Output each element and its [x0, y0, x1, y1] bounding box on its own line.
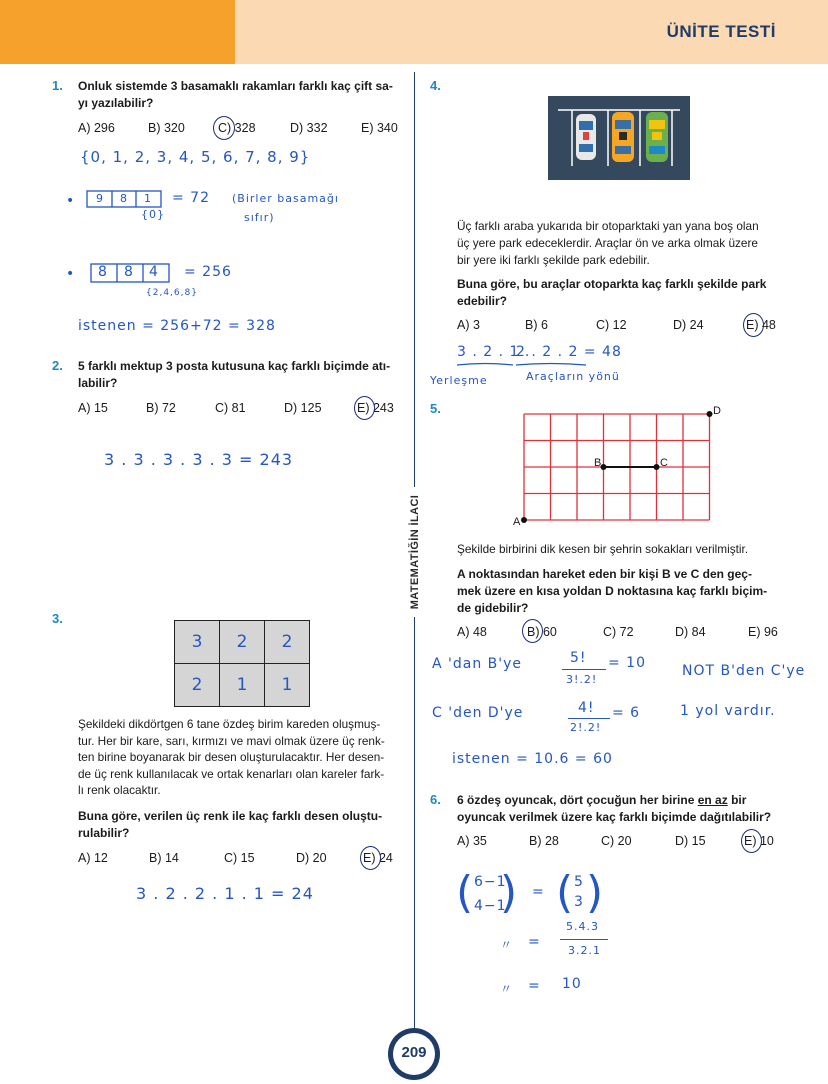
q4-hw-label2: Araçların yönü — [526, 370, 620, 383]
q5-number: 5. — [430, 401, 441, 416]
q3-question — [78, 808, 413, 842]
q4-option-e[interactable]: E) 48 — [746, 318, 776, 332]
q1-options — [78, 121, 408, 139]
q6-number: 6. — [430, 792, 441, 807]
q5-option-c[interactable]: C) 72 — [603, 625, 634, 639]
q6-hw-binom2-top: 5 — [574, 874, 584, 890]
q5-hw-line2-den: 2!.2! — [570, 721, 602, 734]
q3-cell: 1 — [220, 664, 265, 707]
q2-option-e[interactable]: E) 243 — [357, 401, 394, 415]
q5-hw-line2-label: C 'den D'ye — [432, 705, 524, 721]
page-number-inner — [393, 1033, 435, 1075]
q4-parking-illustration — [548, 96, 690, 180]
q6-hw-frac-den: 3.2.1 — [568, 944, 601, 957]
q1-number: 1. — [52, 78, 63, 93]
q3-answer-circle — [360, 846, 381, 870]
q3-text-line: ten birine boyanarak bir desen oluşturulacaktır. Her desen- — [78, 750, 385, 764]
q6-question-line1 — [457, 792, 797, 809]
q3-cell: 1 — [265, 664, 310, 707]
q5-answer-circle — [522, 619, 543, 643]
q5-hw-note2: 1 yol vardır. — [680, 703, 776, 719]
q2-option-c[interactable]: C) 81 — [215, 401, 246, 415]
q5-option-b[interactable]: B) 60 — [527, 625, 557, 639]
q2-answer-circle — [354, 396, 375, 420]
q4-option-a[interactable]: A) 3 — [457, 318, 480, 332]
q3-hw-calc: 3 . 2 . 2 . 1 . 1 = 24 — [136, 884, 314, 903]
q1-hw-case1-sub: {0} — [141, 208, 165, 221]
q2-text-line1: 5 farklı mektup 3 posta kutusuna kaç farklı biçimde atı- — [78, 359, 391, 373]
q4-question-line2: edebilir? — [457, 294, 508, 308]
q3-text-line: tur. Her bir kare, sarı, kırmızı ve mavi olmak üzere üç renk- — [78, 733, 385, 748]
q6-hw-paren-left1: ( — [456, 867, 474, 918]
q5-options — [457, 625, 787, 643]
q1-hw-case2-sub: {2,4,6,8} — [146, 288, 198, 298]
q3-number: 3. — [52, 611, 63, 626]
q5-label-d: D — [713, 405, 721, 417]
q6-hw-eq3: = — [528, 978, 541, 994]
q5-question-line: de gidebilir? — [457, 601, 529, 615]
page-title: ÜNİTE TESTİ — [666, 22, 776, 41]
q6-question — [457, 792, 797, 826]
q4-text-line: üç yere park edeceklerdir. Araçlar ön ve arka olmak üzere — [457, 236, 758, 250]
q1-hw-e1: 8 — [98, 264, 108, 280]
q6-hw-eq2: = — [528, 934, 541, 950]
q6-hw-binom2-bot: 3 — [574, 894, 584, 910]
q3-option-b[interactable]: B) 14 — [149, 851, 179, 865]
q2-option-b[interactable]: B) 72 — [146, 401, 176, 415]
q5-option-d[interactable]: D) 84 — [675, 625, 706, 639]
q5-hw-line2-res: = 6 — [612, 705, 641, 721]
q4-text-line: Üç farklı araba yukarıda bir otoparktaki yan yana boş olan — [457, 219, 759, 233]
q4-hw-label1: Yerleşme — [430, 374, 488, 387]
q6-option-c[interactable]: C) 20 — [601, 834, 632, 848]
q3-cell: 2 — [220, 621, 265, 664]
q2-option-a[interactable]: A) 15 — [78, 401, 108, 415]
q1-hw-case1-note2: sıfır) — [244, 211, 275, 224]
q6-question-underline: en az — [697, 793, 728, 807]
q3-option-c[interactable]: C) 15 — [224, 851, 255, 865]
q6-hw-binom1-bot: 4−1 — [474, 898, 507, 914]
page-number: 209 — [401, 1044, 427, 1061]
q1-hw-case2-result: = 256 — [184, 264, 232, 280]
q1-text-line2: yı yazılabilir? — [78, 96, 154, 110]
q4-answer-circle — [743, 313, 764, 337]
q1-option-e[interactable]: E) 340 — [361, 121, 398, 135]
q3-text-line: lı renk olacaktır. — [78, 783, 161, 797]
q5-question — [457, 566, 787, 617]
q3-text — [78, 716, 413, 799]
q1-option-b[interactable]: B) 320 — [148, 121, 185, 135]
q6-hw-binom1-top: 6−1 — [474, 874, 507, 890]
q1-hw-d1: 9 — [96, 192, 104, 205]
q1-hw-total: istenen = 256+72 = 328 — [78, 318, 276, 334]
q5-label-b: B — [594, 457, 602, 469]
q1-hw-d3: 1 — [144, 192, 152, 205]
q3-options — [78, 851, 408, 869]
q6-option-d[interactable]: D) 15 — [675, 834, 706, 848]
q5-hw-total: istenen = 10.6 = 60 — [452, 751, 613, 767]
q4-text — [457, 218, 787, 269]
q1-hw-case1-result: = 72 — [172, 190, 210, 206]
q1-hw-bullet2: • — [66, 266, 76, 282]
page-number-badge — [388, 1028, 440, 1080]
q6-hw-result: 10 — [562, 976, 582, 992]
q1-hw-case1-note1: (Birler basamağı — [232, 192, 339, 205]
q3-option-d[interactable]: D) 20 — [296, 851, 327, 865]
q2-text-line2: labilir? — [78, 376, 118, 390]
q5-hw-line1-den: 3!.2! — [566, 673, 598, 686]
q1-hw-set: {0, 1, 2, 3, 4, 5, 6, 7, 8, 9} — [80, 148, 311, 166]
q1-hw-e2: 8 — [124, 264, 134, 280]
header-accent-block — [0, 0, 235, 64]
brand-text: MATEMATİĞİN İLACI — [409, 487, 421, 617]
q5-hw-line2-bar — [568, 718, 610, 719]
q6-hw-ditto1: 〃 — [500, 938, 514, 952]
q2-number: 2. — [52, 358, 63, 373]
q6-hw-paren-right2: ) — [586, 867, 604, 918]
q5-hw-line1-res: = 10 — [608, 655, 646, 671]
q5-street-grid — [512, 402, 732, 530]
q5-label-c: C — [660, 457, 668, 469]
q5-hw-line1-label: A 'dan B'ye — [432, 656, 523, 672]
q6-hw-paren-left2: ( — [556, 867, 574, 918]
q4-option-d[interactable]: D) 24 — [673, 318, 704, 332]
q6-hw-ditto2: 〃 — [500, 982, 514, 996]
q2-hw-calc: 3 . 3 . 3 . 3 . 3 = 243 — [104, 450, 294, 469]
q6-hw-frac-num: 5.4.3 — [566, 920, 599, 933]
q3-option-e[interactable]: E) 24 — [363, 851, 393, 865]
q6-option-b[interactable]: B) 28 — [529, 834, 559, 848]
q6-hw-eq1: = — [532, 884, 545, 900]
q2-text — [78, 358, 408, 392]
q6-answer-circle — [741, 829, 762, 853]
q5-hw-note1: NOT B'den C'ye — [682, 663, 806, 679]
brand-strip — [407, 490, 423, 620]
q6-hw-frac-bar — [560, 939, 608, 940]
q1-answer-circle — [213, 116, 235, 140]
q2-option-d[interactable]: D) 125 — [284, 401, 322, 415]
q4-option-b[interactable]: B) 6 — [525, 318, 548, 332]
q3-rectangle-grid — [174, 620, 310, 707]
q6-option-e[interactable]: E) 10 — [744, 834, 774, 848]
q1-hw-bullet1: • — [66, 193, 76, 209]
q4-hw-underline1 — [455, 362, 515, 368]
q4-hw-calc1: 3 . 2 . 1 . — [457, 344, 531, 360]
q5-label-a: A — [513, 516, 521, 528]
q4-hw-calc2: 2 . 2 . 2 = 48 — [516, 344, 622, 360]
q6-question-line2: oyuncak verilmek üzere kaç farklı biçimde dağıtılabilir? — [457, 810, 772, 824]
q1-hw-e3: 4 — [149, 264, 159, 280]
q6-question-part2: bir — [727, 793, 747, 807]
q5-hw-line2-num: 4! — [578, 700, 595, 716]
q3-cell: 2 — [265, 621, 310, 664]
q1-text — [78, 78, 408, 112]
q1-option-a[interactable]: A) 296 — [78, 121, 115, 135]
q3-text-line: de üç renk kullanılacak ve ortak kenarları olan kareler fark- — [78, 766, 385, 781]
q5-option-e[interactable]: E) 96 — [748, 625, 778, 639]
q6-question-part1: 6 özdeş oyuncak, dört çocuğun her birine — [457, 793, 698, 807]
q3-question-line2: rulabilir? — [78, 826, 130, 840]
q5-hw-line1-bar — [562, 669, 606, 670]
q1-text-line1: Onluk sistemde 3 basamaklı rakamları farklı kaç çift sa- — [78, 79, 393, 93]
q1-option-c[interactable]: C) 328 — [218, 121, 256, 135]
q4-question — [457, 276, 787, 310]
q6-options — [457, 834, 787, 852]
q3-cell: 2 — [175, 664, 220, 707]
q3-option-a[interactable]: A) 12 — [78, 851, 108, 865]
header-banner — [0, 0, 828, 64]
q5-hw-line1-num: 5! — [570, 650, 587, 666]
q4-text-line: bir yere iki farklı şekilde park edebilir. — [457, 253, 650, 267]
q6-option-a[interactable]: A) 35 — [457, 834, 487, 848]
q5-option-a[interactable]: A) 48 — [457, 625, 487, 639]
q6-hw-paren-right1: ) — [500, 867, 518, 918]
q4-hw-underline2 — [514, 362, 588, 368]
q4-question-line1: Buna göre, bu araçlar otoparkta kaç farklı şekilde park — [457, 277, 767, 291]
q5-question-line: mek üzere en kısa yoldan D noktasına kaç farklı biçim- — [457, 584, 768, 598]
q5-question-line: A noktasından hareket eden bir kişi B ve C den geç- — [457, 567, 752, 581]
q1-option-d[interactable]: D) 332 — [290, 121, 328, 135]
q3-text-line: Şekildeki dikdörtgen 6 tane özdeş birim kareden oluşmuş- — [78, 717, 381, 731]
q4-number: 4. — [430, 78, 441, 93]
q5-text: Şekilde birbirini dik kesen bir şehrin sokakları verilmiştir. — [457, 542, 749, 556]
q4-options — [457, 318, 787, 336]
q3-question-line1: Buna göre, verilen üç renk ile kaç farklı desen oluştu- — [78, 809, 383, 823]
q1-hw-d2: 8 — [120, 192, 128, 205]
q4-option-c[interactable]: C) 12 — [596, 318, 627, 332]
q3-cell: 3 — [175, 621, 220, 664]
